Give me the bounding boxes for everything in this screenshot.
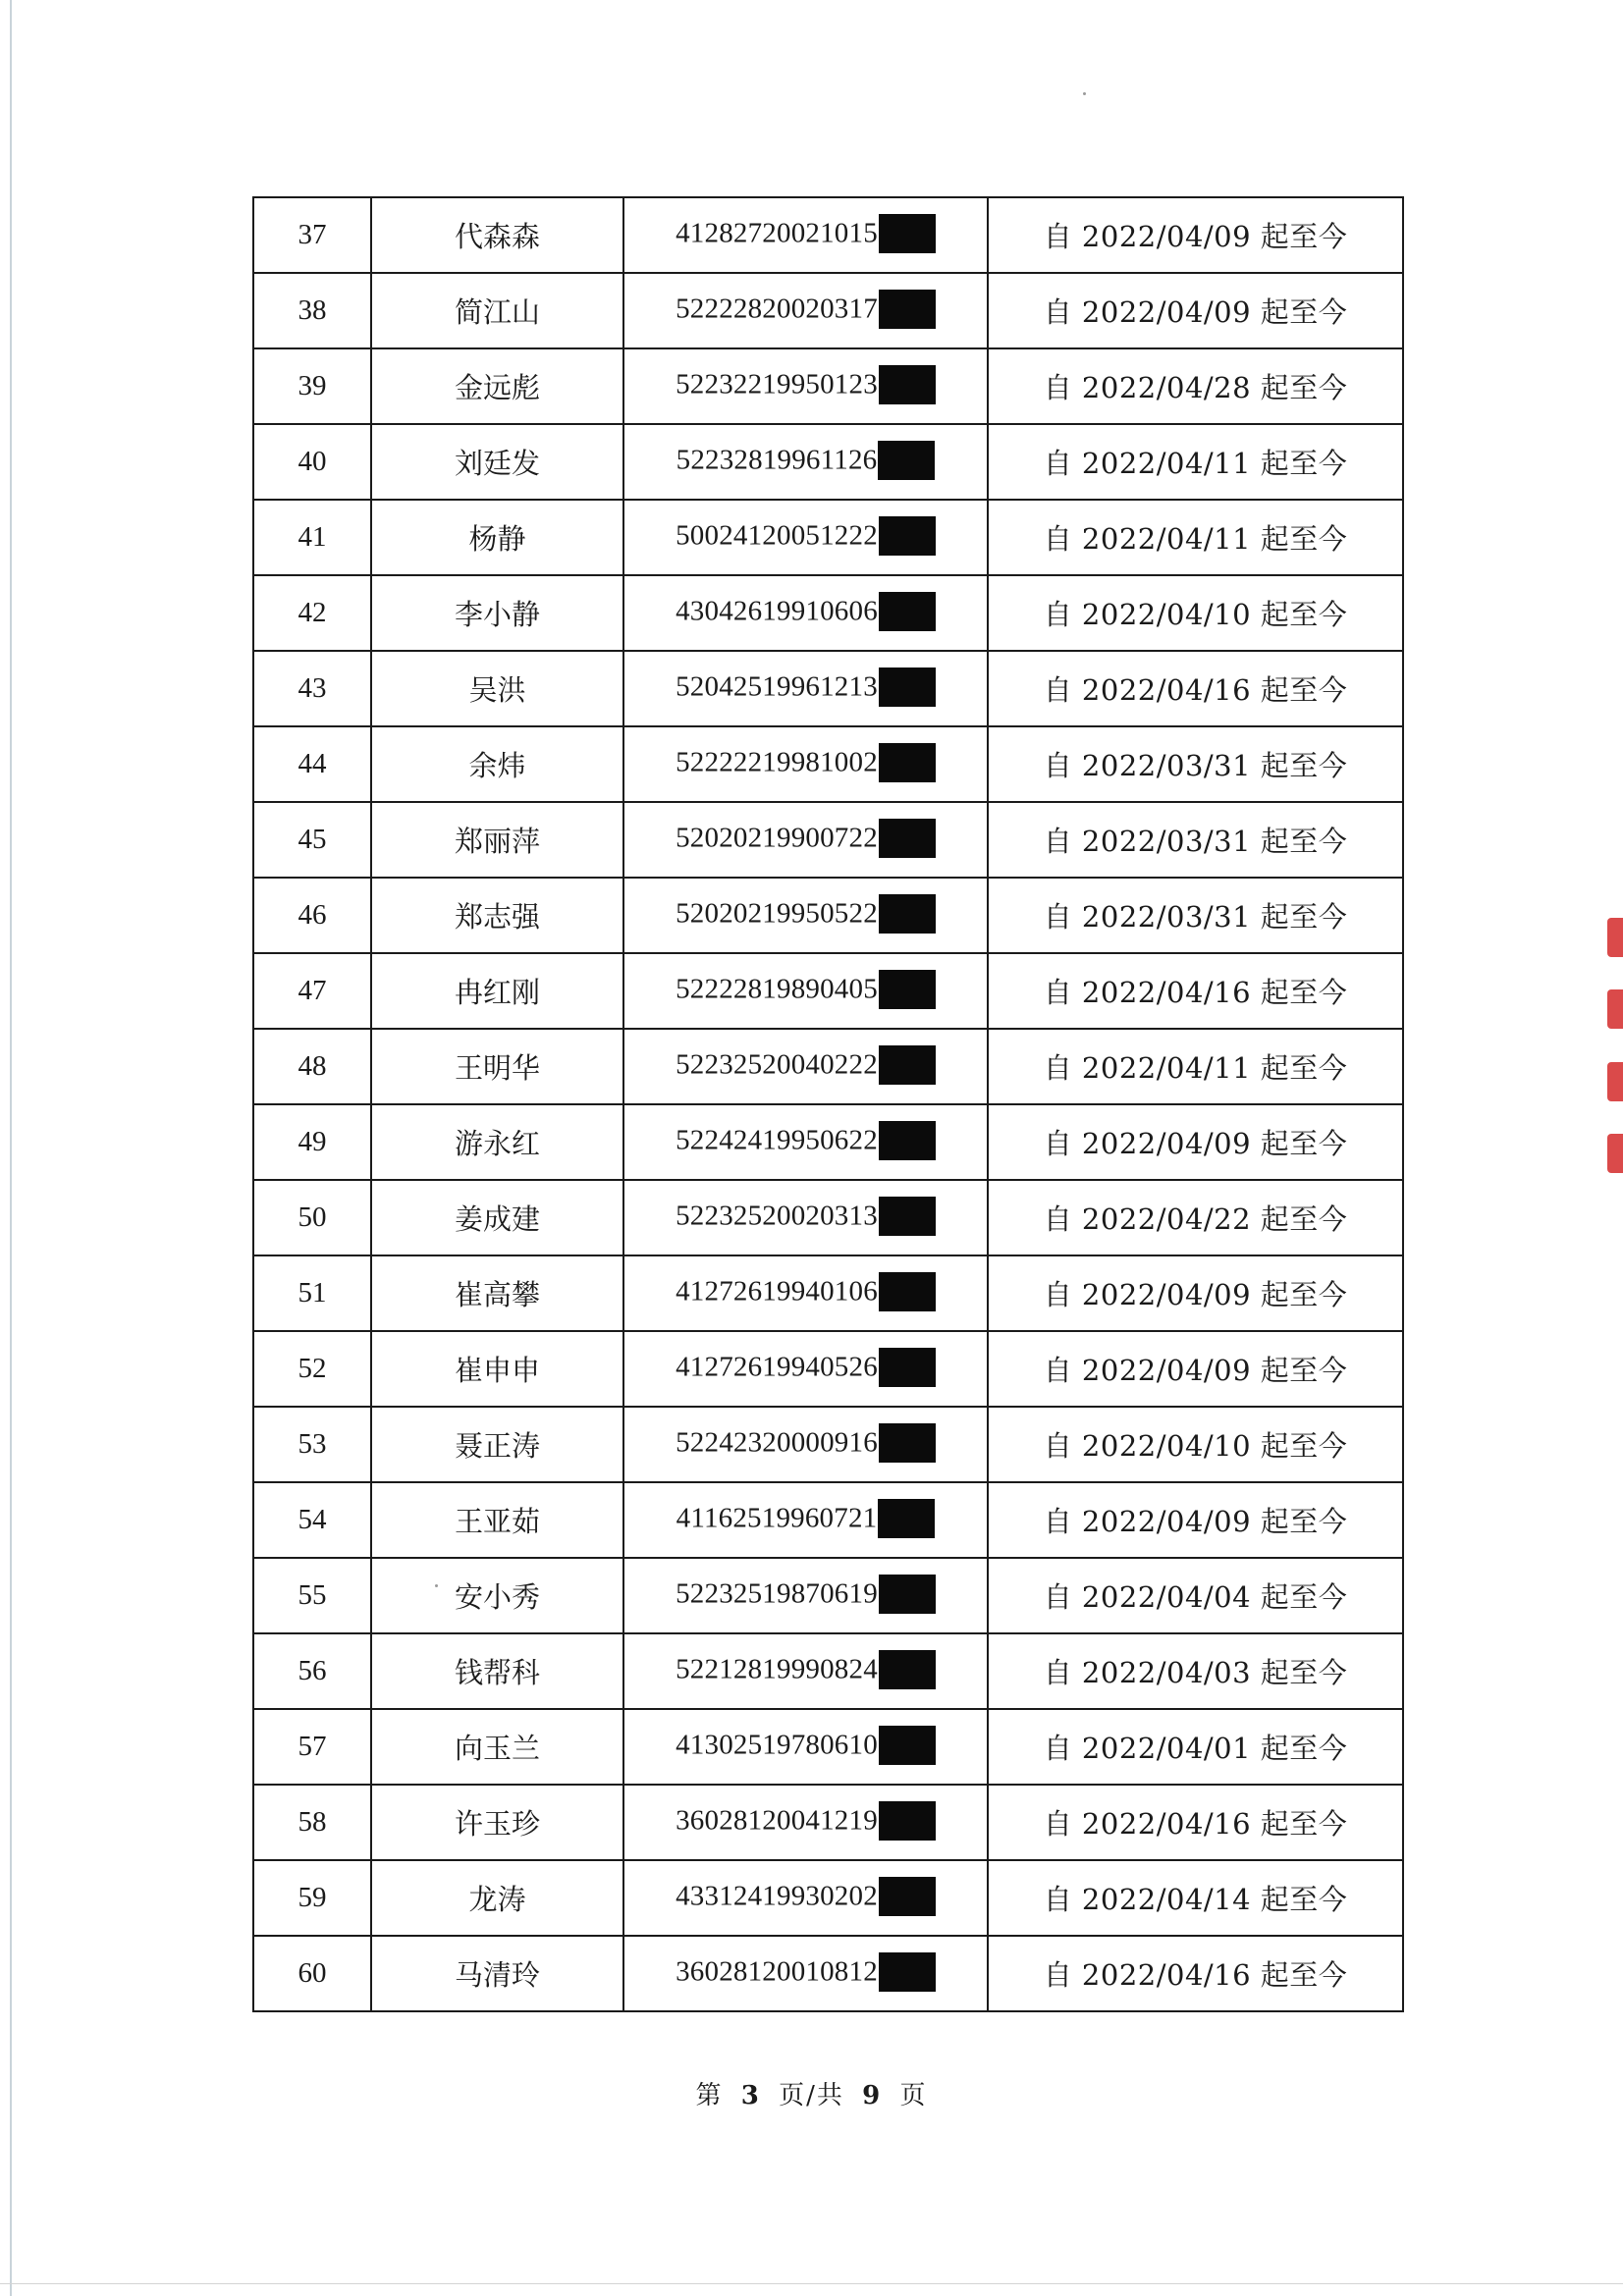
date-range: 自 2022/04/11 起至今 <box>988 424 1403 500</box>
id-number-cell <box>623 1860 988 1936</box>
id-number-cell <box>623 348 988 424</box>
table-row <box>253 1709 1403 1785</box>
id-number-cell <box>623 1936 988 2011</box>
id-number-cell <box>623 273 988 348</box>
row-number: 37 <box>253 197 371 273</box>
date-range: 自 2022/04/01 起至今 <box>988 1709 1403 1785</box>
row-number: 42 <box>253 575 371 651</box>
row-number: 47 <box>253 953 371 1029</box>
row-number: 39 <box>253 348 371 424</box>
seal-mark <box>1607 1062 1623 1101</box>
date-range: 自 2022/04/22 起至今 <box>988 1180 1403 1255</box>
id-number: 41162519960721 <box>676 1502 878 1534</box>
id-number-cell <box>623 1104 988 1180</box>
redaction-block <box>879 970 936 1009</box>
id-number: 36028120010812 <box>676 1955 878 1988</box>
date-range: 自 2022/04/16 起至今 <box>988 1936 1403 2011</box>
date-range: 自 2022/04/03 起至今 <box>988 1633 1403 1709</box>
redaction-block <box>879 667 936 707</box>
redaction-block <box>879 1650 936 1689</box>
row-number: 56 <box>253 1633 371 1709</box>
id-number: 41272619940106 <box>676 1275 878 1308</box>
id-number-cell <box>623 424 988 500</box>
footer-prefix: 第 <box>695 2081 724 2110</box>
redaction-block <box>879 214 936 253</box>
person-name: 龙涛 <box>371 1860 623 1936</box>
date-range: 自 2022/04/16 起至今 <box>988 1785 1403 1860</box>
table-row <box>253 1104 1403 1180</box>
date-range: 自 2022/04/04 起至今 <box>988 1558 1403 1633</box>
redaction-block <box>879 1197 936 1236</box>
id-number-cell <box>623 1785 988 1860</box>
person-name: 许玉珍 <box>371 1785 623 1860</box>
table-row <box>253 878 1403 953</box>
id-number-cell <box>623 575 988 651</box>
row-number: 50 <box>253 1180 371 1255</box>
date-range: 自 2022/04/09 起至今 <box>988 1104 1403 1180</box>
id-number: 52232519870619 <box>676 1577 878 1610</box>
person-name: 王明华 <box>371 1029 623 1104</box>
person-name: 李小静 <box>371 575 623 651</box>
redaction-block <box>879 819 936 858</box>
table-row <box>253 348 1403 424</box>
person-name: 简江山 <box>371 273 623 348</box>
redaction-block <box>879 1272 936 1311</box>
id-number-cell <box>623 1180 988 1255</box>
personnel-table <box>252 196 1404 2012</box>
row-number: 44 <box>253 726 371 802</box>
id-number: 52222819890405 <box>676 973 878 1005</box>
person-name: 崔申申 <box>371 1331 623 1407</box>
id-number-cell <box>623 1331 988 1407</box>
redaction-block <box>879 894 936 934</box>
table-row <box>253 1860 1403 1936</box>
row-number: 46 <box>253 878 371 953</box>
table-row <box>253 1482 1403 1558</box>
date-range: 自 2022/04/16 起至今 <box>988 953 1403 1029</box>
redaction-block <box>878 441 935 480</box>
person-name: 马清玲 <box>371 1936 623 2011</box>
table-row <box>253 1936 1403 2011</box>
table-row <box>253 1558 1403 1633</box>
redaction-block <box>879 743 936 782</box>
table-row <box>253 1331 1403 1407</box>
footer-total-pages: 9 <box>862 2081 883 2110</box>
person-name: 游永红 <box>371 1104 623 1180</box>
person-name: 钱帮科 <box>371 1633 623 1709</box>
footer-current-page: 3 <box>740 2081 761 2110</box>
table-row <box>253 1633 1403 1709</box>
id-number: 43042619910606 <box>676 595 878 627</box>
date-range: 自 2022/04/10 起至今 <box>988 575 1403 651</box>
personnel-table-body <box>253 197 1403 2011</box>
redaction-block <box>879 516 936 556</box>
row-number: 41 <box>253 500 371 575</box>
red-seal-stamp-edge <box>1607 918 1623 1173</box>
id-number-cell <box>623 1482 988 1558</box>
id-number-cell <box>623 1029 988 1104</box>
id-number: 52242320000916 <box>676 1426 878 1459</box>
person-name: 余炜 <box>371 726 623 802</box>
id-number: 52232819961126 <box>676 444 878 476</box>
person-name: 王亚茹 <box>371 1482 623 1558</box>
id-number: 52232219950123 <box>676 368 878 400</box>
row-number: 45 <box>253 802 371 878</box>
person-name: 姜成建 <box>371 1180 623 1255</box>
table-row <box>253 424 1403 500</box>
date-range: 自 2022/04/11 起至今 <box>988 1029 1403 1104</box>
date-range: 自 2022/03/31 起至今 <box>988 878 1403 953</box>
person-name: 冉红刚 <box>371 953 623 1029</box>
id-number-cell <box>623 1709 988 1785</box>
redaction-block <box>879 1045 936 1085</box>
seal-mark <box>1607 1134 1623 1173</box>
id-number-cell <box>623 197 988 273</box>
row-number: 57 <box>253 1709 371 1785</box>
redaction-block <box>879 1121 936 1160</box>
redaction-block <box>879 1877 936 1916</box>
person-name: 郑志强 <box>371 878 623 953</box>
row-number: 58 <box>253 1785 371 1860</box>
redaction-block <box>879 290 936 329</box>
redaction-block <box>879 1726 936 1765</box>
page-footer <box>0 2075 1623 2111</box>
scan-bottom-edge <box>0 2283 1623 2284</box>
table-row <box>253 802 1403 878</box>
id-number-cell <box>623 953 988 1029</box>
person-name: 刘廷发 <box>371 424 623 500</box>
row-number: 53 <box>253 1407 371 1482</box>
table-row <box>253 953 1403 1029</box>
date-range: 自 2022/04/09 起至今 <box>988 197 1403 273</box>
row-number: 38 <box>253 273 371 348</box>
footer-suffix: 页 <box>899 2081 928 2110</box>
id-number: 41282720021015 <box>676 217 878 249</box>
date-range: 自 2022/04/09 起至今 <box>988 1482 1403 1558</box>
person-name: 代森森 <box>371 197 623 273</box>
person-name: 崔高攀 <box>371 1255 623 1331</box>
redaction-block <box>878 1499 935 1538</box>
row-number: 40 <box>253 424 371 500</box>
id-number-cell <box>623 1255 988 1331</box>
id-number: 52222219981002 <box>676 746 878 778</box>
redaction-block <box>879 592 936 631</box>
date-range: 自 2022/04/09 起至今 <box>988 273 1403 348</box>
table-row <box>253 1180 1403 1255</box>
person-name: 郑丽萍 <box>371 802 623 878</box>
id-number: 52212819990824 <box>676 1653 878 1685</box>
row-number: 59 <box>253 1860 371 1936</box>
date-range: 自 2022/04/09 起至今 <box>988 1255 1403 1331</box>
id-number-cell <box>623 1558 988 1633</box>
redaction-block <box>879 365 936 404</box>
row-number: 55 <box>253 1558 371 1633</box>
seal-mark <box>1607 989 1623 1029</box>
id-number-cell <box>623 1633 988 1709</box>
id-number: 50024120051222 <box>676 519 878 552</box>
id-number-cell <box>623 802 988 878</box>
person-name: 金远彪 <box>371 348 623 424</box>
scan-speck <box>435 1584 438 1587</box>
id-number-cell <box>623 651 988 726</box>
table-row <box>253 575 1403 651</box>
table-row <box>253 1255 1403 1331</box>
row-number: 54 <box>253 1482 371 1558</box>
row-number: 51 <box>253 1255 371 1331</box>
table-row <box>253 651 1403 726</box>
id-number: 52020219950522 <box>676 897 878 930</box>
person-name: 安小秀 <box>371 1558 623 1633</box>
id-number: 52222820020317 <box>676 293 878 325</box>
date-range: 自 2022/04/28 起至今 <box>988 348 1403 424</box>
redaction-block <box>879 1348 936 1387</box>
id-number-cell <box>623 878 988 953</box>
person-name: 聂正涛 <box>371 1407 623 1482</box>
table-row <box>253 197 1403 273</box>
row-number: 52 <box>253 1331 371 1407</box>
table-row <box>253 1785 1403 1860</box>
date-range: 自 2022/04/11 起至今 <box>988 500 1403 575</box>
footer-middle: 页/共 <box>779 2081 844 2110</box>
id-number: 52042519961213 <box>676 670 878 703</box>
id-number: 52242419950622 <box>676 1124 878 1156</box>
id-number: 52232520020313 <box>676 1200 878 1232</box>
table-row <box>253 500 1403 575</box>
table-row <box>253 726 1403 802</box>
person-name: 杨静 <box>371 500 623 575</box>
row-number: 43 <box>253 651 371 726</box>
person-name: 向玉兰 <box>371 1709 623 1785</box>
table-row <box>253 273 1403 348</box>
scan-speck <box>1083 92 1086 95</box>
seal-mark <box>1607 918 1623 957</box>
redaction-block <box>879 1952 936 1992</box>
id-number: 36028120041219 <box>676 1804 878 1837</box>
date-range: 自 2022/03/31 起至今 <box>988 802 1403 878</box>
date-range: 自 2022/04/14 起至今 <box>988 1860 1403 1936</box>
scan-edge-line <box>10 0 12 2296</box>
row-number: 49 <box>253 1104 371 1180</box>
id-number: 52232520040222 <box>676 1048 878 1081</box>
person-name: 吴洪 <box>371 651 623 726</box>
id-number: 52020219900722 <box>676 822 878 854</box>
id-number: 43312419930202 <box>676 1880 878 1912</box>
id-number-cell <box>623 500 988 575</box>
redaction-block <box>879 1423 936 1463</box>
date-range: 自 2022/04/16 起至今 <box>988 651 1403 726</box>
id-number-cell <box>623 1407 988 1482</box>
redaction-block <box>879 1801 936 1841</box>
date-range: 自 2022/04/09 起至今 <box>988 1331 1403 1407</box>
date-range: 自 2022/03/31 起至今 <box>988 726 1403 802</box>
date-range: 自 2022/04/10 起至今 <box>988 1407 1403 1482</box>
table-row <box>253 1407 1403 1482</box>
redaction-block <box>879 1575 936 1614</box>
id-number: 41302519780610 <box>676 1729 878 1761</box>
row-number: 60 <box>253 1936 371 2011</box>
table-row <box>253 1029 1403 1104</box>
row-number: 48 <box>253 1029 371 1104</box>
id-number-cell <box>623 726 988 802</box>
id-number: 41272619940526 <box>676 1351 878 1383</box>
